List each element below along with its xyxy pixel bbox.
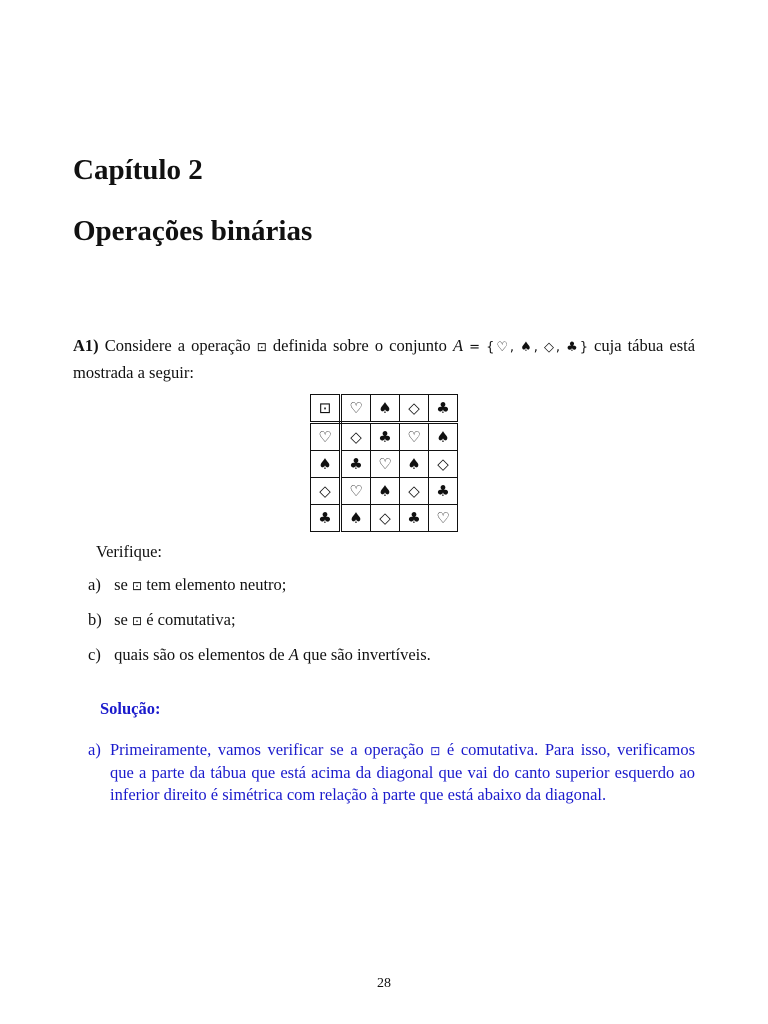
cayley-table xyxy=(310,394,458,532)
table-cell: ♡ xyxy=(341,478,371,505)
item-marker: a) xyxy=(88,575,101,594)
table-cell: ♠ xyxy=(371,395,400,423)
operator-symbol: ⊡ xyxy=(132,579,143,593)
table-cell: ◇ xyxy=(429,451,458,478)
set-name: A xyxy=(452,336,464,355)
table-cell: ♡ xyxy=(371,451,400,478)
table-cell: ♣ xyxy=(341,451,371,478)
item-marker: a) xyxy=(88,740,101,759)
table-cell: ◇ xyxy=(311,478,341,505)
operator-symbol: ⊡ xyxy=(430,744,441,758)
item-text: é comutativa; xyxy=(146,610,236,629)
table-cell: ♡ xyxy=(311,423,341,451)
item-text: que são invertíveis. xyxy=(302,645,431,664)
table-cell: ♠ xyxy=(429,423,458,451)
table-cell: ♠ xyxy=(341,505,371,532)
set-expression: = {♡, ♠, ◇, ♣} xyxy=(469,340,588,355)
item-text: tem elemento neutro; xyxy=(146,575,287,594)
chapter-number: Capítulo 2 xyxy=(73,154,203,186)
table-cell: ♡ xyxy=(400,423,429,451)
problem-text-1: Considere a operação xyxy=(104,336,251,355)
verify-list xyxy=(88,574,431,679)
table-cell: ♣ xyxy=(400,505,429,532)
list-item xyxy=(88,644,431,679)
problem-statement xyxy=(73,333,695,385)
item-text: quais são os elementos de xyxy=(114,645,285,664)
solution-text-2: é comutativa. Para isso, verificamos que a parte da tábua que está acima da diagonal que vai do canto superior esquerdo ao inferior direito é simétrica com relação à parte que está abaixo da diagonal. xyxy=(110,740,695,804)
table-cell: ♣ xyxy=(429,395,458,423)
problem-text-3: cuja tábua está mostrada a seguir: xyxy=(73,336,696,382)
table-header-row xyxy=(311,395,458,423)
solution-title: Solução: xyxy=(100,699,161,718)
table-cell: ♣ xyxy=(311,505,341,532)
table-cell: ◇ xyxy=(400,395,429,423)
table-cell: ◇ xyxy=(341,423,371,451)
item-text: se xyxy=(114,610,128,629)
table-row xyxy=(311,478,458,505)
set-name: A xyxy=(288,645,299,664)
solution-item xyxy=(88,739,695,806)
problem-text-2: definida sobre o conjunto xyxy=(272,336,447,355)
table-cell: ◇ xyxy=(400,478,429,505)
operator-symbol: ⊡ xyxy=(256,340,267,354)
operator-symbol: ⊡ xyxy=(132,614,143,628)
table-cell: ⊡ xyxy=(311,395,341,423)
list-item xyxy=(88,609,431,644)
list-item xyxy=(88,574,431,609)
solution-text xyxy=(110,739,695,806)
table-cell: ♠ xyxy=(371,478,400,505)
table-cell: ♡ xyxy=(429,505,458,532)
table-row xyxy=(311,423,458,451)
problem-label: A1) xyxy=(73,336,99,355)
table-row xyxy=(311,451,458,478)
table-cell: ♡ xyxy=(341,395,371,423)
table-cell: ♠ xyxy=(311,451,341,478)
item-text: se xyxy=(114,575,128,594)
solution-text-1: Primeiramente, vamos verificar se a operação xyxy=(110,740,424,759)
page-number: 28 xyxy=(377,976,391,991)
item-marker: c) xyxy=(88,645,101,664)
verify-label: Verifique: xyxy=(96,542,162,561)
table-row xyxy=(311,505,458,532)
table-cell: ◇ xyxy=(371,505,400,532)
table-cell: ♠ xyxy=(400,451,429,478)
table-cell: ♣ xyxy=(371,423,400,451)
table-cell: ♣ xyxy=(429,478,458,505)
chapter-title: Operações binárias xyxy=(73,215,313,247)
item-marker: b) xyxy=(88,610,102,629)
